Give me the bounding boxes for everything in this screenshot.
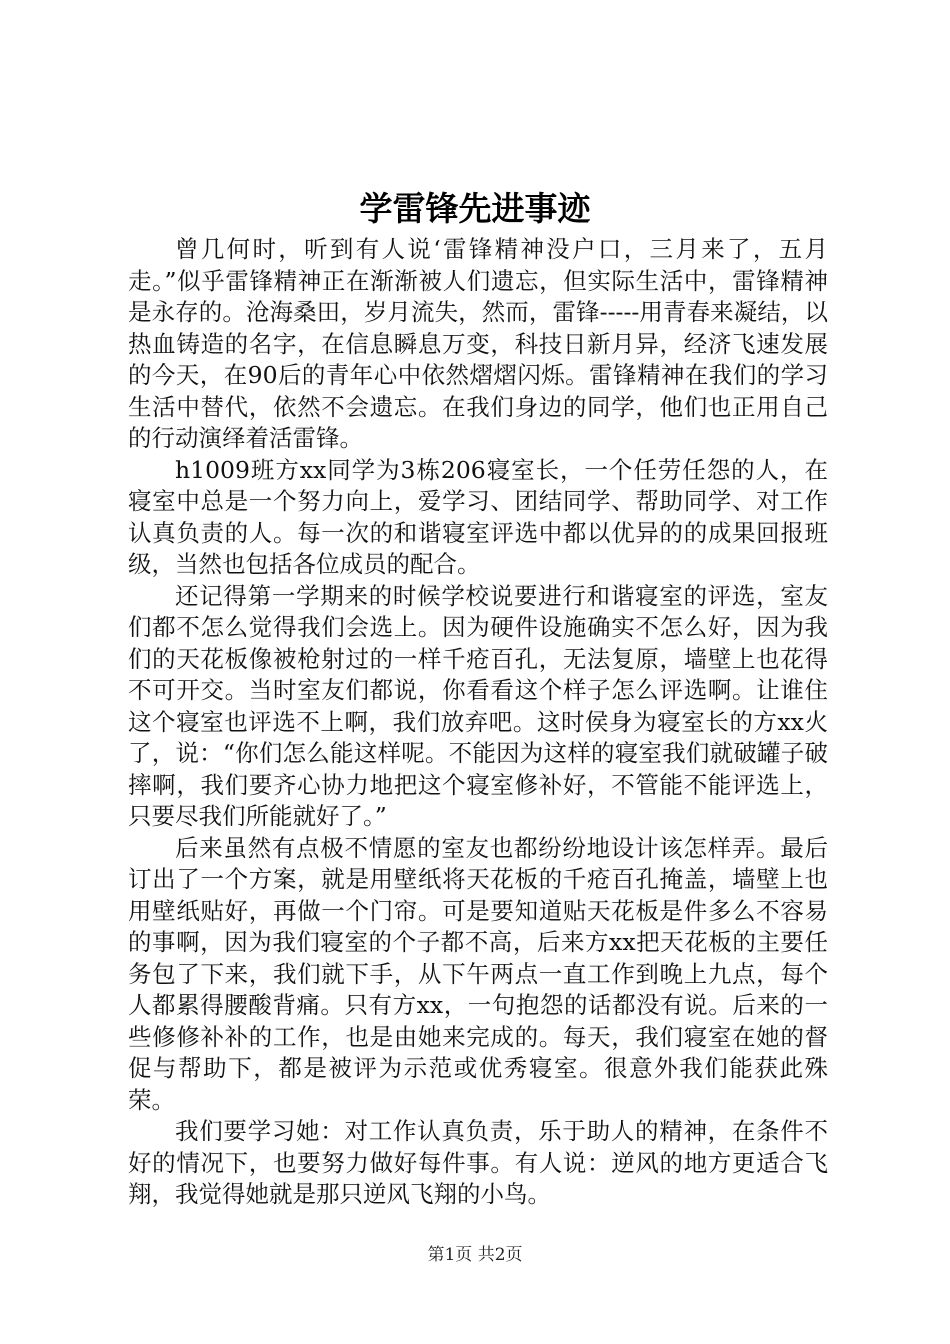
paragraph-5: 我们要学习她：对工作认真负责，乐于助人的精神，在条件不好的情况下，也要努力做好每件事。有人说：逆风的地方更适合飞翔，我觉得她就是那只逆风飞翔的小鸟。 bbox=[128, 1117, 828, 1208]
paragraph-3: 还记得第一学期来的时候学校说要进行和谐寝室的评选，室友们都不怎么觉得我们会选上。因为硬件设施确实不怎么好，因为我们的天花板像被枪射过的一样千疮百孔，无法复原，墙壁上也花得不可开交。当时室友们都说，你看看这个样子怎么评选啊。让谁住这个寝室也评选不上啊，我们放弃吧。这时侯身为寝室长的方xx火了，说：“你们怎么能这样呢。不能因为这样的寝室我们就破罐子破摔啊，我们要齐心协力地把这个寝室修补好，不管能不能评选上，只要尽我们所能就好了。” bbox=[128, 581, 828, 830]
page-footer: 第1页 共2页 bbox=[427, 1245, 523, 1265]
document-title: 学雷锋先进事迹 bbox=[359, 189, 591, 228]
paragraph-1: 曾几何时，听到有人说‘雷锋精神没户口，三月来了，五月走。”似乎雷锋精神正在渐渐被人们遗忘，但实际生活中，雷锋精神是永存的。沧海桑田，岁月流失，然而，雷锋-----用青春来凝结，以热血铸造的名字，在信息瞬息万变，科技日新月异，经济飞速发展的今天，在90后的青年心中依然熠熠闪烁。雷锋精神在我们的学习生活中替代，依然不会遗忘。在我们身边的同学，他们也正用自己的行动演绎着活雷锋。 bbox=[128, 235, 828, 452]
paragraph-2: h1009班方xx同学为3栋206寝室长，一个任劳任怨的人，在寝室中总是一个努力向上，爱学习、团结同学、帮助同学、对工作认真负责的人。每一次的和谐寝室评选中都以优异的的成果回报班级，当然也包括各位成员的配合。 bbox=[128, 455, 828, 578]
document-body bbox=[128, 234, 828, 1211]
paragraph-4: 后来虽然有点极不情愿的室友也都纷纷地设计该怎样弄。最后订出了一个方案，就是用壁纸将天花板的千疮百孔掩盖，墙壁上也用壁纸贴好，再做一个门帘。可是要知道贴天花板是件多么不容易的事啊，因为我们寝室的个子都不高，后来方xx把天花板的主要任务包了下来，我们就下手，从下午两点一直工作到晚上九点，每个人都累得腰酸背痛。只有方xx，一句抱怨的话都没有说。后来的一些修修补补的工作，也是由她来完成的。每天，我们寝室在她的督促与帮助下，都是被评为示范或优秀寝室。很意外我们能获此殊荣。 bbox=[128, 833, 828, 1114]
